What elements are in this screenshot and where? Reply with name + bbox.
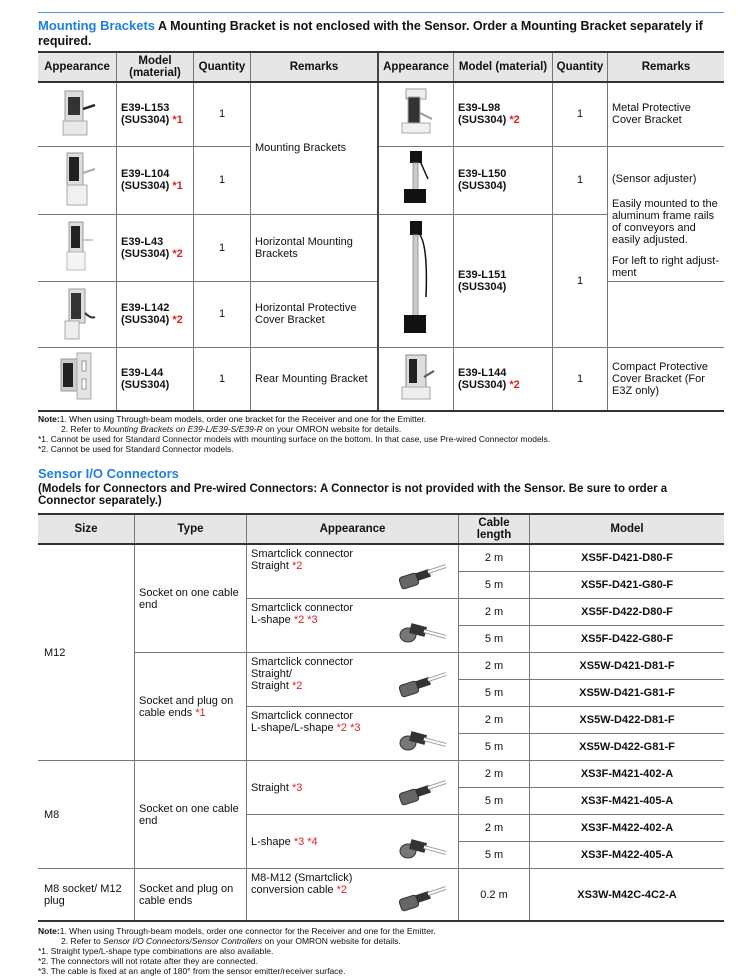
table-row: [38, 761, 724, 788]
cable-length-cell: 5 m: [459, 571, 530, 598]
col-quantity: Quantity: [553, 52, 608, 82]
model-name: E39-L98: [458, 102, 501, 115]
model-cell: XS5F-D421-D80-F: [530, 544, 725, 571]
remarks-cell: Rear Mounting Bracket: [251, 347, 379, 411]
col-model: Model: [530, 514, 725, 544]
cable-length-cell: 2 m: [459, 544, 530, 571]
footnote-ref: *2: [509, 378, 520, 391]
remarks-cell: Mounting Brackets: [251, 82, 379, 214]
brackets-heading: [38, 18, 724, 49]
cable-length-cell: 2 m: [459, 653, 530, 680]
bracket-image: [38, 146, 117, 214]
appearance-cell: [247, 653, 459, 707]
model-name: E39-L150: [458, 168, 507, 180]
model-cell: XS5W-D421-D81-F: [530, 653, 725, 680]
page: [38, 12, 724, 976]
cable-length-cell: 5 m: [459, 626, 530, 653]
appearance-cell: [247, 815, 459, 869]
footnote-ref: *2 *3: [290, 614, 318, 626]
model-cell: XS3F-M422-402-A: [530, 815, 725, 842]
table-row: [38, 82, 724, 146]
remarks-line: Easily mounted to the aluminum frame rails of conveyors and easily adjusted.: [612, 197, 718, 246]
cable-length-cell: 2 m: [459, 761, 530, 788]
remarks-cell: Metal Protective Cover Bracket: [608, 82, 725, 146]
col-model: Model (material): [454, 52, 553, 82]
note-label: Note:: [38, 414, 60, 424]
bracket-image: [378, 347, 454, 411]
footnote-ref: *3: [288, 782, 303, 794]
model-cell: [117, 281, 194, 347]
note-2: 2. Refer to: [61, 424, 104, 434]
model-material: (SUS304): [121, 114, 170, 127]
model-cell: XS3F-M421-402-A: [530, 761, 725, 788]
cable-length-cell: 0.2 m: [459, 869, 530, 922]
model-cell: [117, 146, 194, 214]
type-cell: [135, 544, 247, 653]
model-cell: XS3F-M422-405-A: [530, 842, 725, 869]
col-quantity: Quantity: [194, 52, 251, 82]
model-cell: [117, 347, 194, 411]
quantity-cell: 1: [553, 347, 608, 411]
type-label: Socket on one cable end: [139, 586, 239, 611]
col-type: Type: [135, 514, 247, 544]
model-material: (SUS304): [458, 378, 507, 391]
note-2-reference: Sensor I/O Connectors/Sensor Controllers: [103, 936, 263, 946]
appearance-cell: [247, 544, 459, 599]
appearance-text: Smartclick connector: [251, 656, 354, 668]
appearance-text: L-shape *3 *4: [251, 836, 318, 848]
footnote-3: *3. The cable is fixed at an angle of 180° from the sensor emitter/receiver surface.: [38, 966, 346, 976]
model-cell: XS5F-D422-D80-F: [530, 599, 725, 626]
model-cell: [454, 146, 553, 214]
col-remarks: Remarks: [608, 52, 725, 82]
model-cell: XS5W-D422-G81-F: [530, 734, 725, 761]
footnote-ref: *2: [172, 314, 183, 326]
appearance-text: Straight *3: [251, 782, 303, 794]
remarks-line: (Sensor adjuster): [612, 172, 697, 185]
quantity-cell: 1: [553, 214, 608, 347]
sensor-adjuster-image: [378, 146, 454, 214]
bracket-image: [38, 214, 117, 281]
footnote-ref: *2: [288, 680, 303, 692]
cable-length-cell: 2 m: [459, 599, 530, 626]
note-1: 1. When using Through-beam models, order one bracket for the Receiver and one for the Emitter.: [59, 414, 427, 424]
footnote-2: *2. Cannot be used for Standard Connector models.: [38, 444, 234, 454]
col-model: Model (material): [117, 52, 194, 82]
l-shape-connector-image: [396, 617, 448, 648]
type-label: Socket on one cable end: [139, 802, 239, 827]
col-remarks: Remarks: [251, 52, 379, 82]
footnote-ref: *2: [172, 247, 183, 260]
footnote-ref: *1: [172, 180, 183, 192]
appearance-text: Straight/: [251, 668, 292, 680]
footnote-ref: *2: [509, 114, 520, 127]
straight-connector-image: [396, 671, 448, 702]
cable-length-cell: 2 m: [459, 815, 530, 842]
col-appearance: Appearance: [247, 514, 459, 544]
footnote-1: *1. Cannot be used for Standard Connector models with mounting surface on the bottom. In that case, use Pre-wired Connector models.: [38, 434, 551, 444]
col-appearance: Appearance: [378, 52, 454, 82]
model-material: (SUS304): [458, 180, 507, 192]
col-appearance: Appearance: [38, 52, 117, 82]
appearance-text: Smartclick connector: [251, 548, 354, 560]
type-cell: [135, 761, 247, 869]
remarks-line: For left to right adjust-ment: [612, 254, 719, 279]
connectors-subtitle: (Models for Connectors and Pre-wired Connectors: A Connector is not provided with the Sensor. Be sure to order a Connector separately.): [38, 483, 668, 507]
type-label: Socket and plug on cable ends: [139, 882, 234, 907]
type-label: Socket and plug on cable ends: [139, 694, 234, 719]
footnote-1: *1. Straight type/L-shape type combinations are also available.: [38, 946, 274, 956]
quantity-cell: 1: [194, 281, 251, 347]
size-cell: M8: [38, 761, 135, 869]
appearance-cell: [247, 599, 459, 653]
type-cell: [135, 653, 247, 761]
model-name: E39-L142: [121, 302, 170, 314]
sensor-adjuster-image: [378, 214, 454, 347]
model-cell: XS3F-M421-405-A: [530, 788, 725, 815]
bracket-image: [38, 281, 117, 347]
remarks-cell: [608, 146, 725, 281]
brackets-subtitle: A Mounting Bracket is not enclosed with the Sensor. Order a Mounting Bracket separately if required.: [38, 19, 703, 48]
size-cell: M12: [38, 544, 135, 761]
model-name: E39-L153: [121, 102, 170, 115]
appearance-text: conversion cable *2: [251, 884, 348, 896]
model-cell: [117, 82, 194, 146]
model-material: (SUS304): [121, 247, 170, 260]
footnote-ref: *2: [288, 560, 303, 572]
note-1: 1. When using Through-beam models, order one connector for the Receiver and one for the Emitter.: [59, 926, 436, 936]
appearance-text: M8-M12 (Smartclick): [251, 872, 353, 884]
model-cell: XS5F-D422-G80-F: [530, 626, 725, 653]
quantity-cell: 1: [553, 82, 608, 146]
footnote-ref: *1: [172, 114, 183, 127]
model-cell: [454, 214, 553, 347]
col-cable-length: Cable length: [459, 514, 530, 544]
table-row: [38, 146, 724, 214]
note-2: 2. Refer to: [61, 936, 104, 946]
footnote-2: *2. The connectors will not rotate after they are connected.: [38, 956, 259, 966]
quantity-cell: 1: [553, 146, 608, 214]
l-shape-connector-image: [396, 725, 448, 756]
model-cell: [117, 214, 194, 281]
straight-connector-image: [396, 563, 448, 594]
model-cell: XS5W-D422-D81-F: [530, 707, 725, 734]
remarks-cell: Horizontal Protective Cover Bracket: [251, 281, 379, 347]
model-cell: [454, 347, 553, 411]
model-cell: [454, 82, 553, 146]
model-material: (SUS304): [121, 378, 170, 391]
quantity-cell: 1: [194, 214, 251, 281]
table-row: [38, 869, 724, 922]
appearance-text: Straight *2: [251, 560, 303, 572]
appearance-text: Smartclick connector: [251, 602, 354, 614]
model-name: E39-L151: [458, 268, 507, 281]
note-2-suffix: on your OMRON website for details.: [262, 936, 401, 946]
l-shape-connector-image: [396, 833, 448, 864]
model-name: E39-L144: [458, 366, 507, 379]
model-name: E39-L104: [121, 168, 170, 180]
straight-connector-image: [396, 779, 448, 810]
bracket-image: [378, 82, 454, 146]
appearance-cell: [247, 761, 459, 815]
cable-length-cell: 2 m: [459, 707, 530, 734]
model-material: (SUS304): [121, 314, 170, 326]
bracket-image: [38, 82, 117, 146]
footnote-ref: *3 *4: [290, 836, 318, 848]
connectors-table: [38, 513, 724, 922]
cable-length-cell: 5 m: [459, 842, 530, 869]
note-label: Note:: [38, 926, 60, 936]
model-name: E39-L44: [121, 366, 164, 379]
table-row: [38, 544, 724, 571]
model-cell: XS5W-D421-G81-F: [530, 680, 725, 707]
appearance-text: L-shape *2 *3: [251, 614, 318, 626]
brackets-table: [38, 51, 724, 412]
remarks-spacer: [608, 281, 725, 347]
footnote-ref: *2: [333, 884, 348, 896]
top-divider: [38, 12, 724, 13]
quantity-cell: 1: [194, 347, 251, 411]
note-2-reference: Mounting Brackets on E39-L/E39-S/E39-R: [103, 424, 263, 434]
quantity-cell: 1: [194, 82, 251, 146]
remarks-cell: Horizontal Mounting Brackets: [251, 214, 379, 281]
cable-length-cell: 5 m: [459, 788, 530, 815]
table-row: [38, 347, 724, 411]
model-material: (SUS304): [458, 114, 507, 127]
col-size: Size: [38, 514, 135, 544]
bracket-image: [38, 347, 117, 411]
brackets-notes: [38, 414, 724, 454]
appearance-text: Smartclick connector: [251, 710, 354, 722]
footnote-ref: *2 *3: [333, 722, 361, 734]
brackets-title: Mounting Brackets: [38, 18, 156, 33]
quantity-cell: 1: [194, 146, 251, 214]
cable-length-cell: 5 m: [459, 680, 530, 707]
model-cell: XS3W-M42C-4C2-A: [530, 869, 725, 922]
table-row: [38, 653, 724, 680]
remarks-cell: Compact Protective Cover Bracket (For E3Z only): [608, 347, 725, 411]
footnote-ref: *1: [192, 706, 206, 719]
connectors-notes: [38, 926, 724, 976]
cable-length-cell: 5 m: [459, 734, 530, 761]
appearance-text: L-shape/L-shape *2 *3: [251, 722, 361, 734]
connectors-title: Sensor I/O Connectors: [38, 466, 179, 481]
model-material: (SUS304): [121, 180, 170, 192]
size-cell: M8 socket/ M12 plug: [38, 869, 135, 922]
note-2-suffix: on your OMRON website for details.: [262, 424, 402, 434]
appearance-cell: [247, 869, 459, 922]
appearance-cell: [247, 707, 459, 761]
model-cell: XS5F-D421-G80-F: [530, 571, 725, 598]
model-name: E39-L43: [121, 235, 164, 248]
type-cell: [135, 869, 247, 922]
model-material: (SUS304): [458, 280, 507, 293]
appearance-text: Straight *2: [251, 680, 303, 692]
connectors-heading: [38, 466, 724, 482]
straight-connector-image: [396, 885, 448, 916]
